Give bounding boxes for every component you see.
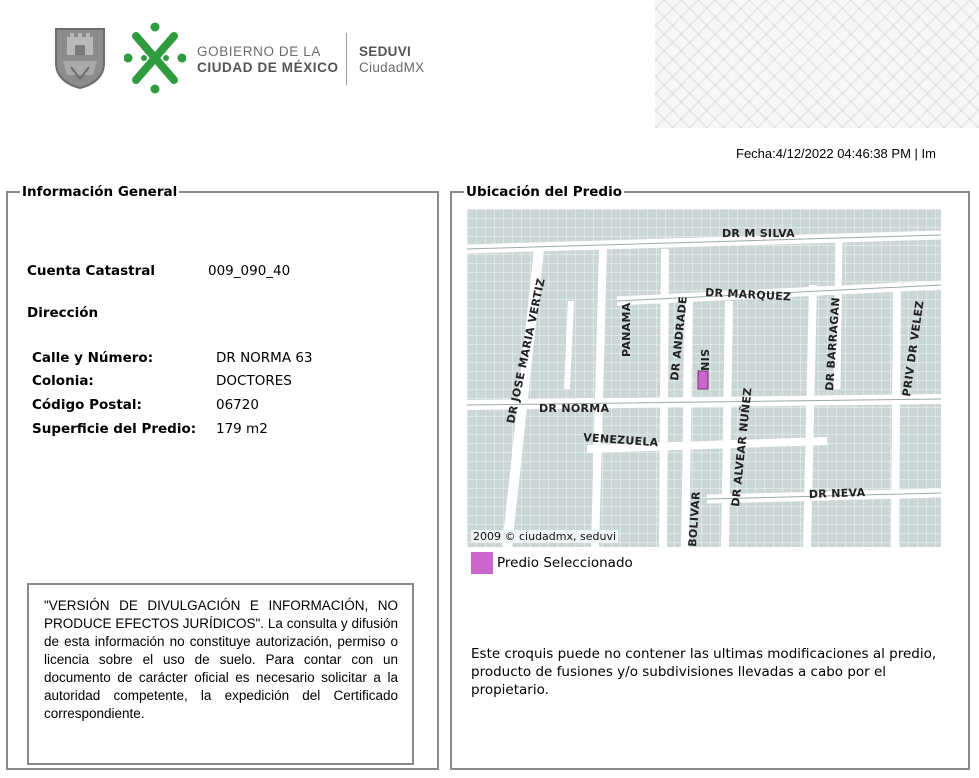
cuenta-catastral-label: Cuenta Catastral bbox=[27, 263, 156, 279]
map-label-dr-marquez: DR MARQUEZ bbox=[704, 286, 792, 304]
superficie-label: Superficie del Predio: bbox=[32, 421, 197, 437]
superficie-value: 179 m2 bbox=[216, 421, 268, 437]
date-stamp: Fecha:4/12/2022 04:46:38 PM | Im bbox=[736, 146, 936, 161]
cuenta-catastral-value: 009_090_40 bbox=[208, 263, 291, 279]
header-pattern bbox=[655, 0, 979, 128]
colonia-value: DOCTORES bbox=[216, 373, 292, 389]
location-map[interactable] bbox=[467, 209, 941, 547]
map-label-dr-jose-maria-vertiz: DR JOSE MARIA VERTIZ bbox=[504, 277, 548, 425]
map-label-dr-m-silva: DR M SILVA bbox=[722, 227, 795, 240]
map-disclaimer-note: Este croquis puede no contener las ultimas modificaciones al predio, producto de fusiones y/o subdivisiones llevadas a cabo por el propietario. bbox=[471, 646, 937, 698]
map-label-dr-barragan: DR BARRAGAN bbox=[823, 296, 843, 392]
map-label-panama: PANAMA bbox=[620, 302, 633, 357]
selected-lot-swatch bbox=[471, 552, 493, 574]
map-label-priv-dr-velez: PRIV DR VELEZ bbox=[900, 299, 927, 398]
department-name bbox=[359, 44, 424, 76]
city-coat-of-arms-logo bbox=[53, 27, 107, 89]
cdmx-logo bbox=[124, 22, 186, 94]
map-copyright: 2009 © ciudadmx, seduvi bbox=[473, 530, 617, 543]
map-canvas bbox=[467, 209, 941, 547]
dept-line-1: SEDUVI bbox=[359, 44, 412, 59]
selected-lot-legend-label: Predio Seleccionado bbox=[497, 555, 633, 571]
calle-numero-value: DR NORMA 63 bbox=[216, 350, 313, 366]
colonia-label: Colonia: bbox=[32, 373, 94, 389]
map-label-sin: SIN bbox=[698, 349, 711, 372]
gov-line-2: CIUDAD DE MÉXICO bbox=[197, 60, 339, 75]
header-divider bbox=[346, 33, 347, 85]
map-label-dr-andrade: DR ANDRADE bbox=[668, 295, 690, 382]
government-name bbox=[197, 44, 339, 76]
codigo-postal-value: 06720 bbox=[216, 397, 259, 413]
selected-lot-marker bbox=[698, 371, 708, 389]
general-info-legend: Información General bbox=[22, 184, 178, 200]
map-label-bolivar: BOLIVAR bbox=[686, 490, 703, 547]
legal-disclaimer: "VERSIÓN DE DIVULGACIÓN E INFORMACIÓN, NO PRODUCE EFECTOS JURÍDICOS". La consulta y difusión de esta información no constituye autorización, permiso o licencia sobre el uso de suelo. Para contar con un documento de carácter oficial es necesario solicitar a la autoridad competente, la expedición del Certificado correspondiente. bbox=[27, 583, 414, 765]
map-label-venezuela: VENEZUELA bbox=[582, 431, 659, 450]
location-legend: Ubicación del Predio bbox=[466, 184, 623, 200]
direccion-label: Dirección bbox=[27, 305, 99, 321]
header bbox=[0, 0, 979, 130]
map-label-dr-neva: DR NEVA bbox=[808, 486, 866, 501]
codigo-postal-label: Código Postal: bbox=[32, 397, 142, 413]
calle-numero-label: Calle y Número: bbox=[32, 350, 154, 366]
gov-line-1: GOBIERNO DE LA bbox=[197, 44, 321, 59]
map-label-dr-alvear-nunez: DR ALVEAR NUÑEZ bbox=[729, 386, 755, 508]
dept-line-2: CiudadMX bbox=[359, 60, 425, 75]
map-label-dr-norma: DR NORMA bbox=[539, 402, 610, 415]
